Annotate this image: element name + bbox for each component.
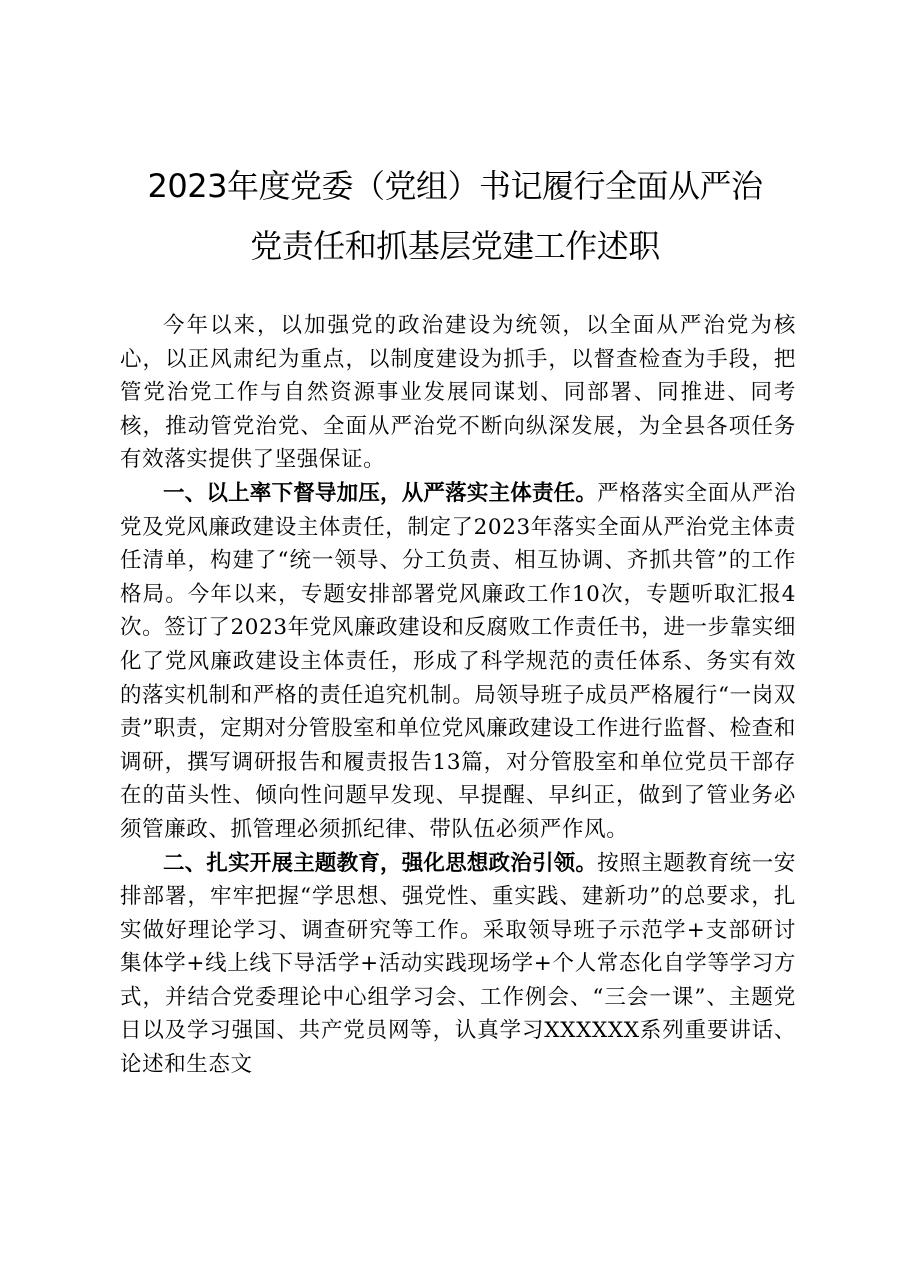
section-two-paragraph <box>120 847 796 1082</box>
paragraph-text: 今年以来，以加强党的政治建设为统领，以全面从严治党为核心，以正风肃纪为重点，以制度建设为抓手，以督查检查为手段，把管党治党工作与自然资源事业发展同谋划、同部署、同推进、同考核，推动管党治党、全面从严治党不断向纵深发展，为全县各项任务有效落实提供了坚强保证。 <box>120 313 796 473</box>
document-body <box>120 309 796 1082</box>
section-one-paragraph <box>120 477 796 847</box>
document-title-line-2: 党责任和抓基层党建工作述职 <box>250 227 660 265</box>
paragraph-text: 严格落实全面从严治党及党风廉政建设主体责任，制定了2023年落实全面从严治党主体责任清单，构建了“统一领导、分工负责、相互协调、齐抓共管”的工作格局。今年以来，专题安排部署党风廉政工作10次，专题听取汇报4次。签订了2023年党风廉政建设和反腐败工作责任书，进一步靠实细化了党风廉政建设主体责任，形成了科学规范的责任体系、务实有效的落实机制和严格的责任追究机制。局领导班子成员严格履行“一岗双责”职责，定期对分管股室和单位党风廉政建设工作进行监督、检查和调研，撰写调研报告和履责报告13篇，对分管股室和单位党员干部存在的苗头性、倾向性问题早发现、早提醒、早纠正，做到了管业务必须管廉政、抓管理必须抓纪律、带队伍必须严作风。 <box>120 480 796 842</box>
document-title-line-1: 2023年度党委（党组）书记履行全面从严治 <box>147 167 763 205</box>
section-one-heading: 一、以上率下督导加压，从严落实主体责任。 <box>163 480 598 506</box>
paragraph-text: 按照主题教育统一安排部署，牢牢把握“学思想、强党性、重实践、建新功”的总要求，扎实做好理论学习、调查研究等工作。采取领导班子示范学+支部研讨集体学+线上线下导活学+活动实践现场学+个人常态化自学等学习方式，并结合党委理论中心组学习会、工作例会、“三会一课”、主题党日以及学习强国、共产党员网等，认真学习XXXXXX系列重要讲话、论述和生态文 <box>120 850 796 1078</box>
intro-paragraph <box>120 309 796 477</box>
section-two-heading: 二、扎实开展主题教育，强化思想政治引领。 <box>163 850 598 876</box>
